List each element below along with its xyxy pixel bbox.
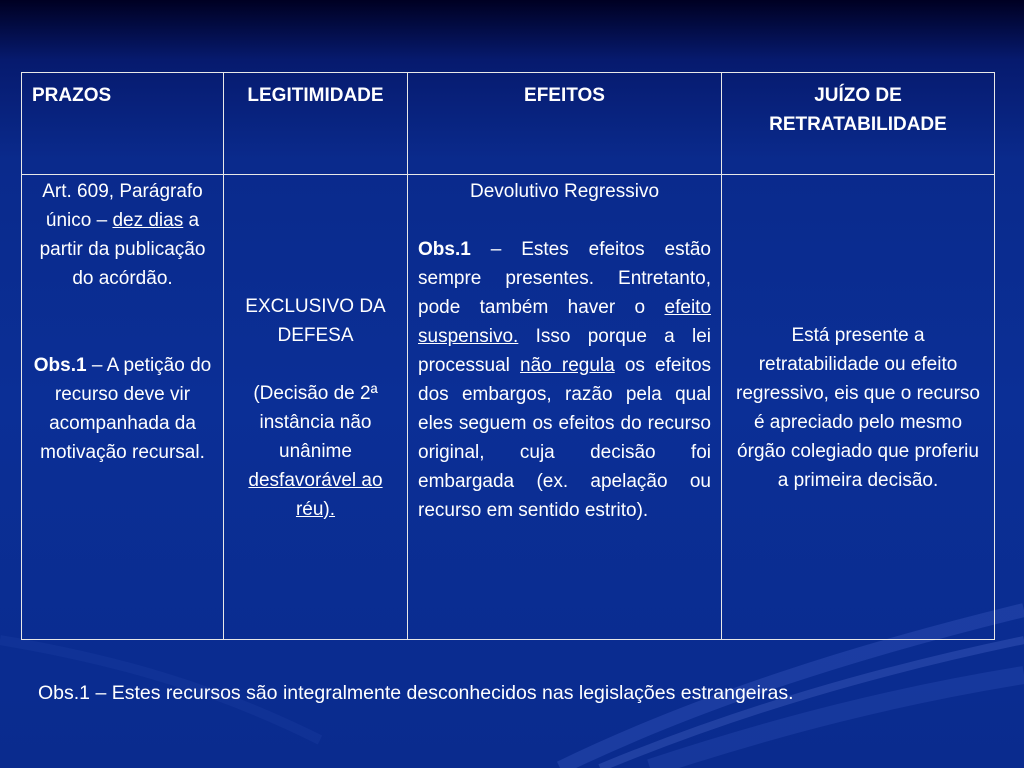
prazos-obs-text: – A petição do recurso deve vir acompanhada da motivação recursal. [40,355,212,463]
efeitos-suspensivo: efeito suspensivo. [418,297,712,347]
prazos-line2: a partir da publicação do acórdão. [39,210,206,289]
cell-legitimidade [224,175,408,640]
prazos-dez-dias: dez dias [112,210,184,231]
header-efeitos: EFEITOS [408,73,722,175]
cell-efeitos [408,175,722,640]
header-row [22,73,995,175]
footer-note: Obs.1 – Estes recursos são integralmente desconhecidos nas legislações estrangeiras. [38,682,794,704]
recurso-table [21,72,995,640]
efeitos-nao-regula: não regula [520,355,615,376]
prazos-line1: Art. 609, Parágrafo único – [42,181,203,231]
efeitos-text2: Isso porque a lei processual [418,326,712,376]
cell-juizo: Está presente a retratabilidade ou efeito regressivo, eis que o recurso é apreciado pelo mesmo órgão colegiado que proferiu a primeira decisão. [722,175,995,640]
legitimidade-line2: (Decisão de 2ª instância não unânime [253,383,378,462]
efeitos-obs-label: Obs.1 [418,239,471,260]
efeitos-text1: – Estes efeitos estão sempre presentes. Entretanto, pode também haver o [418,239,712,318]
legitimidade-desfavoravel: desfavorável ao réu). [248,470,383,520]
header-prazos: PRAZOS [22,73,224,175]
content-row [22,175,995,640]
prazos-obs-label: Obs.1 [33,355,87,376]
legitimidade-line1: EXCLUSIVO DA DEFESA [245,296,386,346]
efeitos-text3: os efeitos dos embargos, razão pela qual eles seguem os efeitos do recurso original, cuja decisão foi embargada (ex. apelação ou recurso em sentido estrito). [418,355,712,521]
efeitos-title: Devolutivo Regressivo [469,181,660,202]
cell-prazos [22,175,224,640]
header-juizo: JUÍZO DE RETRATABILIDADE [722,73,995,175]
header-legitimidade: LEGITIMIDADE [224,73,408,175]
